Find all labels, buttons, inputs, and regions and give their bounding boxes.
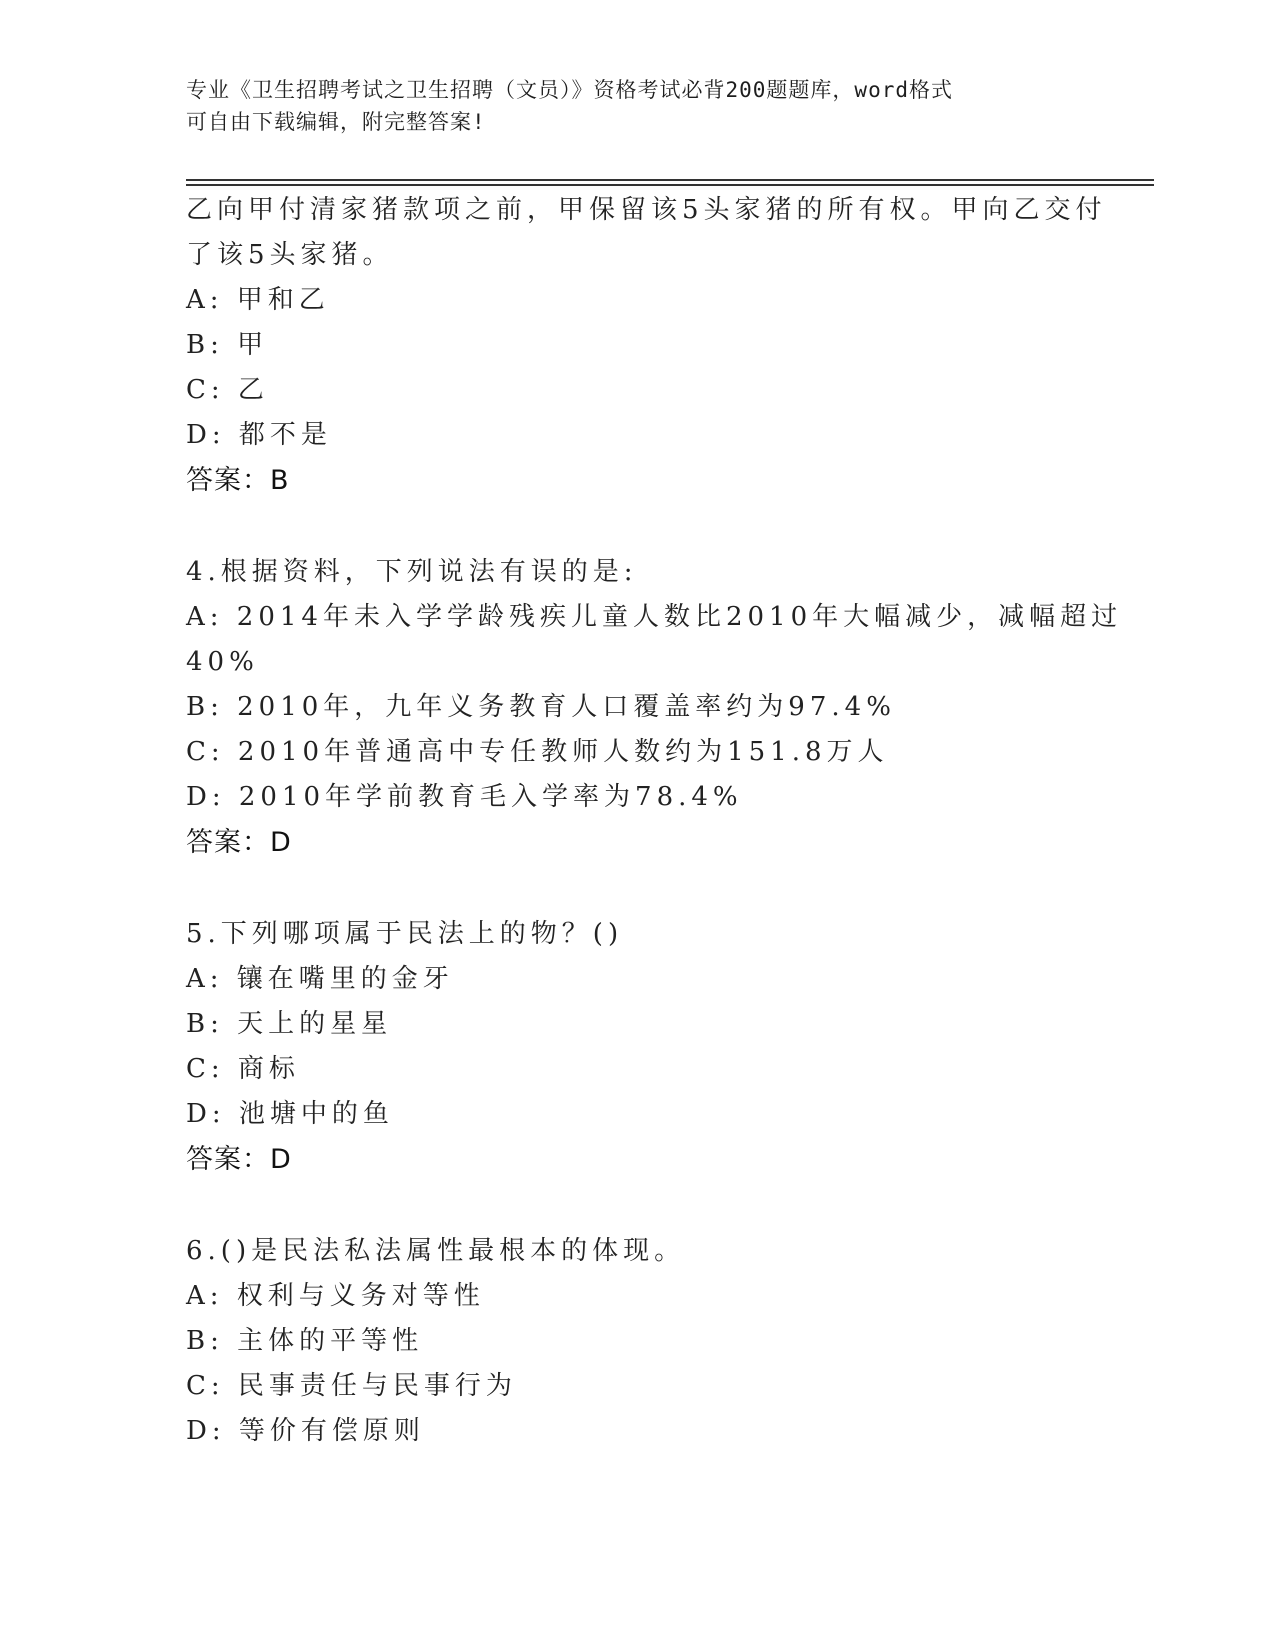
question-stem: 4.根据资料，下列说法有误的是: bbox=[186, 557, 638, 587]
option-a-continued: 40% bbox=[186, 647, 259, 677]
option-a: A: 权利与义务对等性 bbox=[186, 1281, 485, 1311]
header-divider-bottom bbox=[186, 184, 1154, 186]
question-5 bbox=[186, 912, 1086, 1182]
option-a: A: 甲和乙 bbox=[186, 285, 330, 315]
option-b: B: 2010年，九年义务教育人口覆盖率约为97.4% bbox=[186, 692, 896, 722]
spacer bbox=[186, 1182, 1086, 1229]
answer-label: 答案：D bbox=[186, 1144, 292, 1175]
spacer bbox=[186, 503, 1086, 550]
option-d: D: 等价有偿原则 bbox=[186, 1416, 425, 1446]
question-list bbox=[186, 188, 1123, 1454]
option-b: B: 天上的星星 bbox=[186, 1009, 393, 1039]
answer-label: 答案：B bbox=[186, 465, 290, 496]
question-4 bbox=[186, 550, 1123, 865]
spacer bbox=[186, 865, 1086, 912]
option-d: D: 都不是 bbox=[186, 420, 332, 450]
option-c: C: 2010年普通高中专任教师人数约为151.8万人 bbox=[186, 737, 889, 767]
question-6 bbox=[186, 1229, 1086, 1454]
question-stem: 6.()是民法私法属性最根本的体现。 bbox=[186, 1236, 686, 1266]
document-header bbox=[186, 74, 1086, 138]
option-a: A: 2014年未入学学龄残疾儿童人数比2010年大幅减少，减幅超过 bbox=[186, 602, 1123, 632]
answer-label: 答案：D bbox=[186, 827, 292, 858]
question-stem-continued: 了该5头家猪。 bbox=[186, 240, 394, 270]
option-c: C: 商标 bbox=[186, 1054, 300, 1084]
header-divider-top bbox=[186, 179, 1154, 181]
option-d: D: 2010年学前教育毛入学率为78.4% bbox=[186, 782, 743, 812]
question-stem-continued: 乙向甲付清家猪款项之前，甲保留该5头家猪的所有权。甲向乙交付 bbox=[186, 195, 1107, 225]
option-c: C: 乙 bbox=[186, 375, 269, 405]
option-b: B: 甲 bbox=[186, 330, 269, 360]
header-title-line-1: 专业《卫生招聘考试之卫生招聘（文员）》资格考试必背200题题库，word格式 bbox=[186, 78, 953, 102]
option-a: A: 镶在嘴里的金牙 bbox=[186, 964, 454, 994]
option-b: B: 主体的平等性 bbox=[186, 1326, 424, 1356]
question-3 bbox=[186, 188, 1107, 503]
question-stem: 5.下列哪项属于民法上的物？() bbox=[186, 919, 624, 949]
option-c: C: 民事责任与民事行为 bbox=[186, 1371, 517, 1401]
option-d: D: 池塘中的鱼 bbox=[186, 1099, 394, 1129]
header-title-line-2: 可自由下载编辑，附完整答案! bbox=[186, 110, 486, 134]
